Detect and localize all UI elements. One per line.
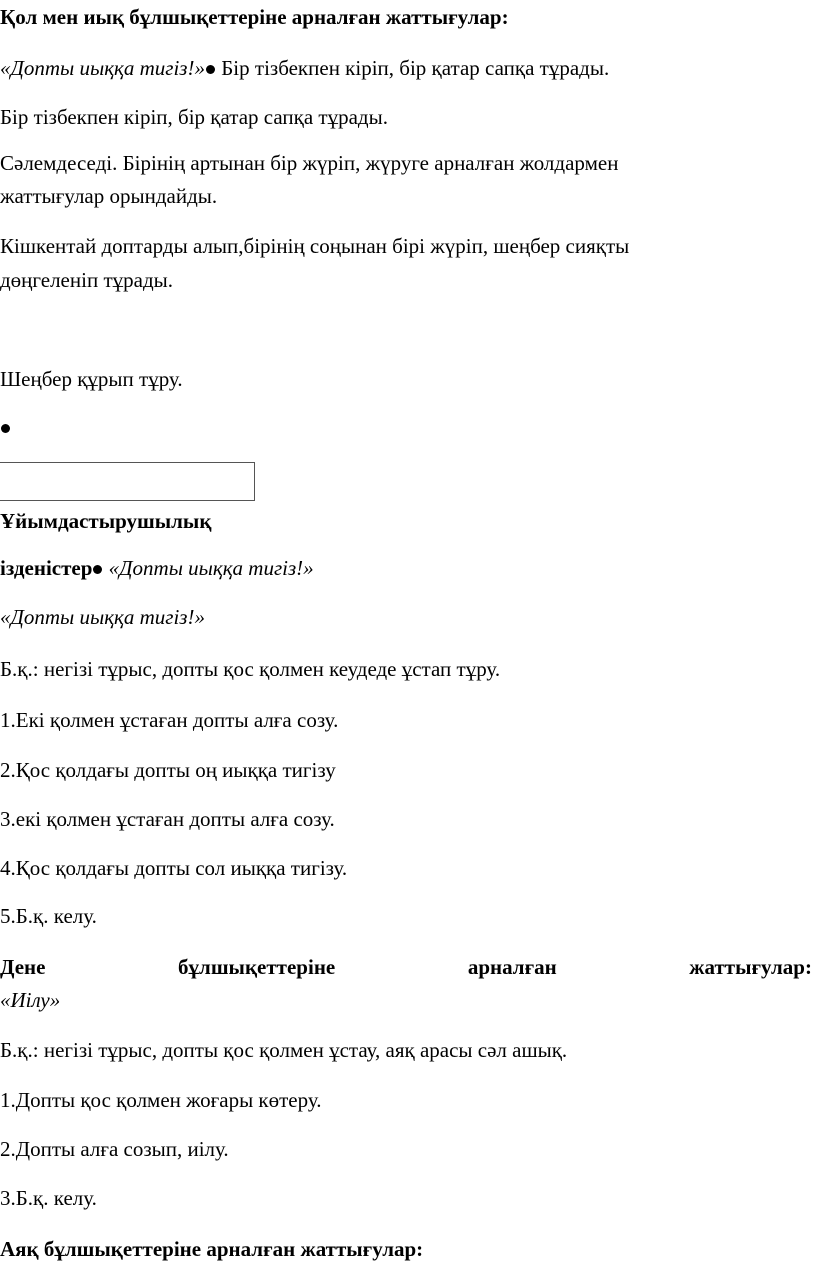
bullet-icon bbox=[1, 424, 10, 433]
exercise2-start-position: Б.қ.: негізі тұрыс, допты қос қолмен ұстау, аяқ арасы сәл ашық. bbox=[0, 1038, 568, 1062]
exercise2-step: 2.Допты алға созып, иілу. bbox=[0, 1137, 229, 1161]
heading-word: арналған bbox=[467, 955, 557, 979]
paragraph-small-balls-line1: Кішкентай доптарды алып,бірінің соңынан бірі жүріп, шеңбер сияқты bbox=[0, 234, 630, 258]
exercise-title: «Допты иыққа тигіз!» bbox=[0, 605, 205, 629]
exercise1-step: 1.Екі қолмен ұстаған допты алға созу. bbox=[0, 708, 339, 732]
paragraph-form-circle: Шеңбер құрып тұру. bbox=[0, 367, 183, 391]
heading-word: Дене bbox=[0, 955, 46, 979]
exercise1-step: 2.Қос қолдағы допты оң иыққа тигізу bbox=[0, 758, 336, 782]
heading-word: бұлшықеттеріне bbox=[178, 955, 336, 979]
heading-word: жаттығулар: bbox=[689, 955, 812, 979]
intro-line-text: Бір тізбекпен кіріп, бір қатар сапқа тұрады. bbox=[216, 56, 610, 80]
empty-table-cell bbox=[0, 462, 255, 501]
bullet-icon bbox=[206, 65, 215, 74]
exercise1-step: 3.екі қолмен ұстаған допты алға созу. bbox=[0, 807, 335, 831]
intro-line bbox=[0, 55, 609, 81]
heading-arm-shoulder-exercises: Қол мен иық бұлшықеттеріне арналған жаттығулар: bbox=[0, 5, 509, 29]
org-heading-line1: Ұйымдастырушылық bbox=[0, 509, 212, 533]
paragraph-small-balls-line2: дөңгеленіп тұрады. bbox=[0, 268, 173, 292]
bullet-line bbox=[0, 414, 11, 440]
body-muscles-heading bbox=[0, 954, 812, 980]
bullet-icon bbox=[93, 565, 102, 574]
exercise2-step: 3.Б.қ. келу. bbox=[0, 1186, 97, 1210]
org-heading-line2 bbox=[0, 555, 314, 581]
game-title-inline: «Допты иыққа тигіз!» bbox=[0, 56, 205, 80]
bend-exercise-title: «Иілу» bbox=[0, 988, 61, 1012]
exercise1-step: 4.Қос қолдағы допты сол иыққа тигізу. bbox=[0, 856, 348, 880]
paragraph-line-up: Бір тізбекпен кіріп, бір қатар сапқа тұрады. bbox=[0, 105, 388, 129]
paragraph-greeting-line1: Сәлемдеседі. Бірінің артынан бір жүріп, жүруге арналған жолдармен bbox=[0, 151, 619, 175]
heading-leg-exercises: Аяқ бұлшықеттеріне арналған жаттығулар: bbox=[0, 1237, 424, 1261]
exercise2-step: 1.Допты қос қолмен жоғары көтеру. bbox=[0, 1088, 322, 1112]
paragraph-greeting-line2: жаттығулар орындайды. bbox=[0, 184, 218, 208]
org-game-title: «Допты иыққа тигіз!» bbox=[103, 556, 314, 580]
exercise1-step: 5.Б.қ. келу. bbox=[0, 904, 97, 928]
org-heading-bold: ізденістер bbox=[0, 556, 93, 580]
exercise1-start-position: Б.қ.: негізі тұрыс, допты қос қолмен кеудеде ұстап тұру. bbox=[0, 657, 501, 681]
